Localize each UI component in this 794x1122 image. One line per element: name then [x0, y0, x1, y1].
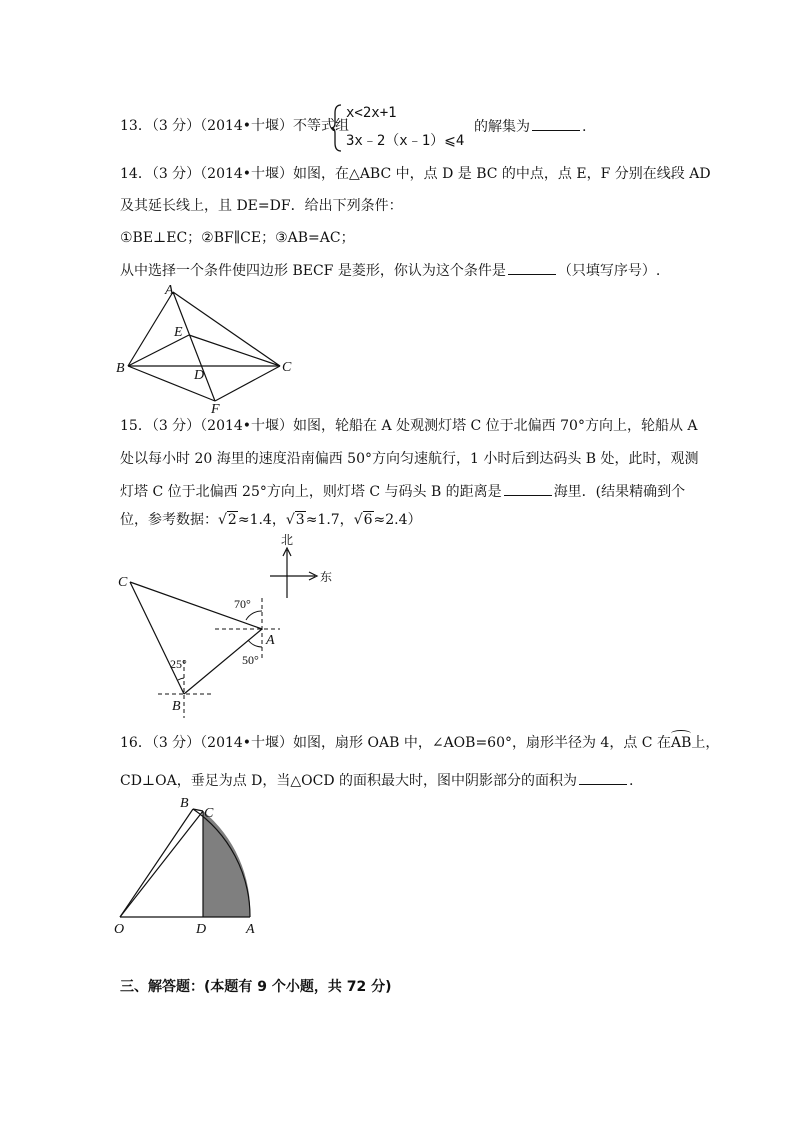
- q15-line2: 处以每小时 20 海里的速度沿南偏西 50°方向匀速航行，1 小时后到达码头 B 处，此时，观测: [120, 451, 699, 467]
- q16-line1: 16．（3 分）（2014•十堰）如图，扇形 OAB 中，∠AOB=60°，扇形半径为 4，点 C 在AB上，: [120, 735, 720, 751]
- inequality-1: x<2x+1: [346, 105, 397, 121]
- label-B: B: [180, 796, 189, 811]
- label-F: F: [211, 402, 220, 415]
- label-A: A: [246, 922, 255, 937]
- inequality-2: 3x﹣2（x﹣1）⩽4: [346, 133, 465, 149]
- sqrt-icon: √6: [353, 512, 373, 528]
- label-C: C: [282, 360, 292, 375]
- arc-AB: AB: [670, 735, 692, 751]
- q14-figure: [110, 280, 300, 415]
- q15-line1: 15．（3 分）（2014•十堰）如图，轮船在 A 处观测灯塔 C 位于北偏西 70°方向上，轮船从 A: [120, 418, 698, 434]
- answer-blank[interactable]: [504, 481, 552, 496]
- angle-25: 25°: [170, 657, 187, 671]
- label-C: C: [204, 806, 214, 821]
- q14-line2: 及其延长线上，且 DE=DF．给出下列条件：: [120, 198, 403, 214]
- q15-line4: 位，参考数据：√2≈1.4，√3≈1.7，√6≈2.4）: [120, 512, 422, 528]
- q13-suffix: 的解集为 .: [474, 116, 586, 137]
- east-label: 东: [320, 570, 333, 584]
- answer-blank[interactable]: [579, 770, 627, 785]
- label-A: A: [266, 633, 275, 648]
- compass-icon: [270, 548, 317, 598]
- q16-figure: [110, 795, 270, 940]
- angle-50: 50°: [242, 653, 259, 667]
- q14-line3: ①BE⊥EC；②BF∥CE；③AB=AC；: [120, 230, 355, 246]
- brace-icon: [330, 103, 344, 153]
- label-O: O: [114, 922, 125, 937]
- angle-70: 70°: [234, 597, 251, 611]
- q16-line2: CD⊥OA，垂足为点 D，当△OCD 的面积最大时，图中阴影部分的面积为 .: [120, 770, 633, 791]
- q14-line1: 14．（3 分）（2014•十堰）如图，在△ABC 中，点 D 是 BC 的中点，点 E，F 分别在线段 AD: [120, 166, 711, 182]
- q14-line4: 从中选择一个条件使四边形 BECF 是菱形，你认为这个条件是 （只填写序号）.: [120, 260, 660, 281]
- north-label: 北: [281, 533, 294, 547]
- label-C: C: [118, 575, 128, 590]
- answer-blank[interactable]: [532, 116, 580, 131]
- label-E: E: [174, 325, 183, 340]
- label-B: B: [172, 699, 181, 714]
- section-heading: 三、解答题：(本题有 9 个小题，共 72 分): [120, 979, 392, 995]
- label-A: A: [165, 283, 174, 298]
- label-D: D: [194, 368, 205, 383]
- q15-line3: 灯塔 C 位于北偏西 25°方向上，则灯塔 C 与码头 B 的距离是 海里．(结果精确到个: [120, 481, 685, 502]
- label-D: D: [196, 922, 207, 937]
- q15-figure: [110, 530, 360, 720]
- shaded-region: [203, 811, 250, 917]
- sqrt-icon: √3: [285, 512, 305, 528]
- label-B: B: [116, 361, 125, 376]
- sqrt-icon: √2: [218, 512, 237, 528]
- answer-blank[interactable]: [508, 260, 556, 275]
- inequality-system: [330, 103, 480, 153]
- q13-prefix: 13．（3 分）（2014•十堰）不等式组: [120, 118, 350, 134]
